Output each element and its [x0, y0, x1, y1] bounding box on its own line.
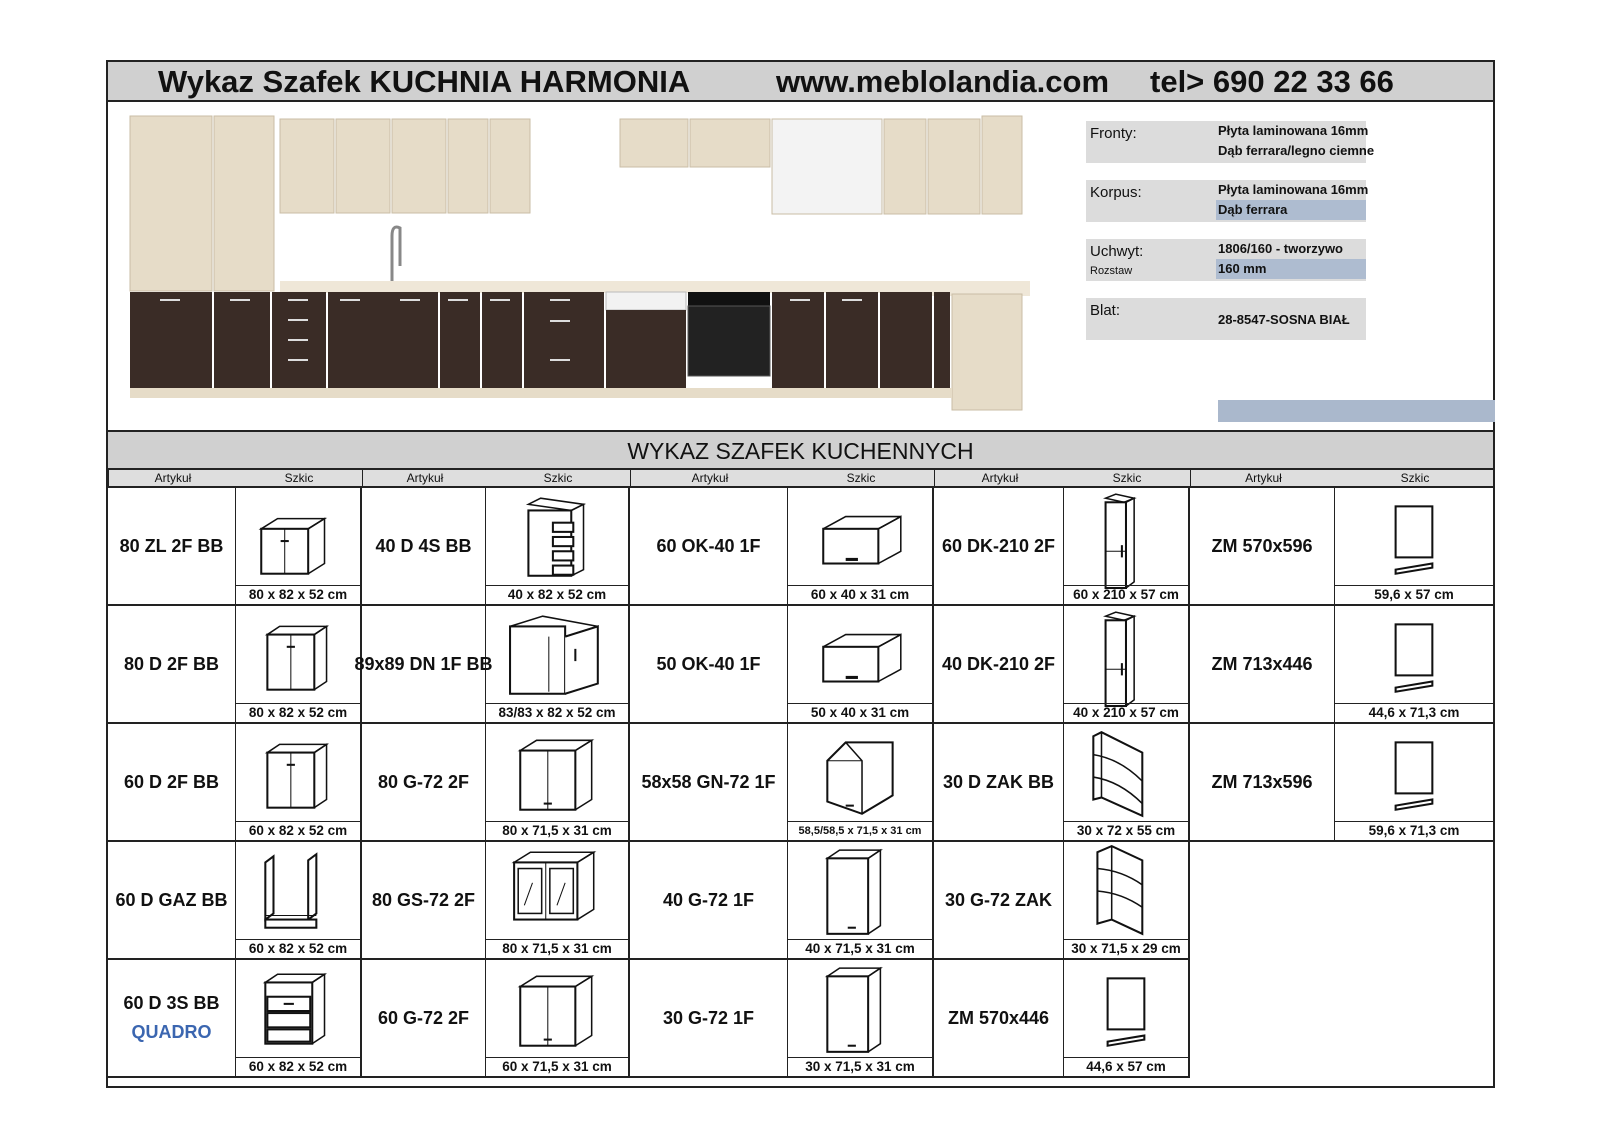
wall-2-door-icon — [486, 960, 630, 1060]
cabinet-dimensions: 40 x 82 x 52 cm — [486, 585, 628, 604]
cabinet-sketch — [1335, 724, 1495, 842]
article-code-text: 30 G-72 1F — [662, 1007, 755, 1028]
cabinet-sketch — [1064, 606, 1190, 724]
article-code-text: 60 DK-210 2F — [941, 535, 1056, 556]
article-code-text: 40 G-72 1F — [662, 889, 755, 910]
article-code-text: 50 OK-40 1F — [656, 653, 761, 674]
column-header-sketch: Szkic — [1112, 471, 1142, 485]
tall-fridge-cabinet-icon — [1064, 606, 1190, 706]
cabinet-sketch — [1335, 606, 1495, 724]
cabinet-sketch — [1064, 842, 1190, 960]
cabinet-dimensions: 60 x 210 x 57 cm — [1064, 585, 1188, 604]
column-header-article: Artykuł — [630, 470, 789, 486]
hood-cabinet-flap-icon — [788, 606, 934, 706]
article-code-text: 30 D ZAK BB — [942, 771, 1054, 792]
spec-value-spacing: 160 mm — [1216, 259, 1366, 279]
column-header-article: Artykuł — [108, 470, 237, 486]
wall-1-door-icon — [788, 842, 934, 942]
cabinet-dimensions: 59,6 x 71,3 cm — [1335, 821, 1493, 840]
article-code — [630, 724, 788, 842]
corner-base-cabinet-icon — [486, 606, 630, 706]
article-code-text: 30 G-72 ZAK — [944, 889, 1053, 910]
cabinet-dimensions: 30 x 71,5 x 29 cm — [1064, 939, 1188, 958]
article-code — [934, 606, 1064, 724]
hero-section — [108, 102, 1493, 430]
cabinet-dimensions: 80 x 82 x 52 cm — [236, 703, 360, 722]
cabinet-sketch — [486, 488, 630, 606]
cabinet-dimensions: 58,5/58,5 x 71,5 x 31 cm — [788, 821, 932, 840]
spec-handle — [1086, 239, 1366, 281]
article-code-text: 80 GS-72 2F — [371, 889, 476, 910]
cabinet-sketch — [236, 488, 362, 606]
cabinet-dimensions: 80 x 71,5 x 31 cm — [486, 821, 628, 840]
spec-sublabel: Rozstaw — [1090, 265, 1133, 277]
dishwasher-front-panel-icon — [1064, 960, 1190, 1060]
cabinet-dimensions: 60 x 82 x 52 cm — [236, 939, 360, 958]
cabinet-dimensions: 30 x 71,5 x 31 cm — [788, 1057, 932, 1076]
article-code — [362, 488, 486, 606]
cabinet-sketch — [236, 842, 362, 960]
spec-body — [1086, 180, 1369, 222]
article-code-text: 80 ZL 2F BB — [119, 535, 224, 556]
cabinet-sketch — [788, 606, 934, 724]
cabinet-dimensions: 60 x 82 x 52 cm — [236, 1057, 360, 1076]
cabinet-sketch — [1064, 960, 1190, 1078]
cabinet-dimensions: 44,6 x 71,3 cm — [1335, 703, 1493, 722]
document-title: Wykaz Szafek KUCHNIA HARMONIA — [158, 64, 691, 99]
article-code — [1190, 724, 1335, 842]
cabinet-list-sheet — [106, 60, 1495, 1088]
article-code — [362, 724, 486, 842]
base-3-drawer-icon — [236, 960, 362, 1060]
article-code-text: 80 D 2F BB — [123, 653, 220, 674]
article-code — [108, 960, 236, 1078]
base-4-drawer-icon — [486, 488, 630, 588]
article-code — [630, 488, 788, 606]
article-code — [1190, 488, 1335, 606]
article-code-text: 80 G-72 2F — [377, 771, 470, 792]
wall-2-door-icon — [486, 724, 630, 824]
cabinet-dimensions: 44,6 x 57 cm — [1064, 1057, 1188, 1076]
spec-label: Blat: — [1090, 302, 1121, 319]
cabinet-dimensions: 59,6 x 57 cm — [1335, 585, 1493, 604]
dishwasher-front-panel-icon — [1335, 724, 1495, 824]
cabinet-dimensions: 80 x 82 x 52 cm — [236, 585, 360, 604]
article-code — [630, 606, 788, 724]
sink-base-2-door-icon — [236, 488, 362, 588]
tall-fridge-cabinet-icon — [1064, 488, 1190, 588]
article-code-text: 58x58 GN-72 1F — [641, 771, 776, 792]
cabinet-dimensions: 50 x 40 x 31 cm — [788, 703, 932, 722]
cabinet-dimensions: 40 x 71,5 x 31 cm — [788, 939, 932, 958]
cabinet-sketch — [486, 960, 630, 1078]
cabinet-sketch — [486, 606, 630, 724]
phone-number: tel> 690 22 33 66 — [1150, 64, 1394, 99]
column-headers — [108, 470, 1493, 488]
cabinet-dimensions: 60 x 40 x 31 cm — [788, 585, 932, 604]
article-code — [108, 842, 236, 960]
cabinet-dimensions: 30 x 72 x 55 cm — [1064, 821, 1188, 840]
highlight-strip — [1218, 400, 1495, 422]
wall-1-door-icon — [788, 960, 934, 1060]
cabinet-dimensions: 80 x 71,5 x 31 cm — [486, 939, 628, 958]
column-header-sketch: Szkic — [846, 471, 876, 485]
article-code — [362, 960, 486, 1078]
cabinet-dimensions: 40 x 210 x 57 cm — [1064, 703, 1188, 722]
article-code-text: ZM 713x446 — [1211, 653, 1313, 674]
kitchen-render-image — [130, 116, 1065, 422]
article-code — [630, 842, 788, 960]
article-code — [362, 842, 486, 960]
base-2-door-icon — [236, 724, 362, 824]
article-code-text: 60 D GAZ BB — [115, 889, 228, 910]
article-code-text: ZM 570x596 — [1211, 535, 1313, 556]
article-code-text: 60 D 2F BB — [123, 771, 220, 792]
spec-countertop — [1086, 298, 1366, 340]
cabinet-dimensions: 60 x 71,5 x 31 cm — [486, 1057, 628, 1076]
cabinet-sketch — [236, 960, 362, 1078]
article-code — [934, 724, 1064, 842]
cabinet-dimensions: 60 x 82 x 52 cm — [236, 821, 360, 840]
spec-fronts — [1086, 121, 1375, 163]
glass-wall-cabinet-icon — [486, 842, 630, 942]
spec-value-countertop: 28-8547-SOSNA BIAŁ — [1218, 312, 1350, 327]
base-2-door-icon — [236, 606, 362, 706]
article-code-text: 40 D 4S BB — [375, 535, 472, 556]
article-code-text: 60 G-72 2F — [377, 1007, 470, 1028]
article-code-text: 40 DK-210 2F — [941, 653, 1056, 674]
dishwasher-front-panel-icon — [1335, 488, 1495, 588]
column-header-sketch: Szkic — [1400, 471, 1430, 485]
column-header-article: Artykuł — [362, 470, 487, 486]
spec-value-color: Dąb ferrara/legno ciemne — [1218, 143, 1375, 158]
cabinet-sketch — [236, 724, 362, 842]
article-code — [934, 488, 1064, 606]
article-code-text: 89x89 DN 1F BB — [354, 653, 493, 674]
article-code — [934, 842, 1064, 960]
cabinet-sketch — [236, 606, 362, 724]
title-bar — [108, 62, 1493, 102]
cabinet-dimensions: 83/83 x 82 x 52 cm — [486, 703, 628, 722]
cabinet-sketch — [1064, 724, 1190, 842]
spec-label: Fronty: — [1090, 125, 1137, 142]
article-code — [934, 960, 1064, 1078]
spec-label: Korpus: — [1090, 184, 1142, 201]
article-code-text: ZM 570x446 — [947, 1007, 1050, 1028]
dishwasher-front-panel-icon — [1335, 606, 1495, 706]
cabinet-sketch — [1335, 488, 1495, 606]
article-series-label: QUADRO — [131, 1022, 212, 1042]
article-code — [108, 606, 236, 724]
end-wall-shelf-icon — [1064, 842, 1190, 942]
cabinet-sketch — [1064, 488, 1190, 606]
article-code — [108, 488, 236, 606]
column-header-sketch: Szkic — [543, 471, 573, 485]
article-code — [108, 724, 236, 842]
cabinet-sketch — [788, 960, 934, 1078]
corner-wall-cabinet-icon — [788, 724, 934, 824]
cabinet-sketch — [788, 488, 934, 606]
column-header-article: Artykuł — [934, 470, 1065, 486]
column-header-article: Artykuł — [1190, 470, 1336, 486]
hood-cabinet-flap-icon — [788, 488, 934, 588]
spec-value-material: Płyta laminowana 16mm — [1218, 182, 1369, 197]
spec-value-color: Dąb ferrara — [1216, 200, 1366, 220]
article-code — [630, 960, 788, 1078]
article-code — [354, 606, 493, 724]
website-link[interactable]: www.meblolandia.com — [776, 64, 1110, 99]
spec-value-model: 1806/160 - tworzywo — [1218, 241, 1343, 256]
article-code — [1190, 606, 1335, 724]
article-code-text: ZM 713x596 — [1211, 771, 1313, 792]
article-code-text: 60 OK-40 1F — [656, 535, 761, 556]
cabinet-sketch — [788, 842, 934, 960]
spec-value-material: Płyta laminowana 16mm — [1218, 123, 1369, 138]
end-base-shelf-icon — [1064, 724, 1190, 824]
article-code-text: 60 D 3S BB — [123, 993, 220, 1013]
cabinet-grid — [108, 488, 1493, 1086]
cabinet-sketch — [788, 724, 934, 842]
cabinet-sketch — [486, 724, 630, 842]
cabinet-sketch — [486, 842, 630, 960]
list-title: WYKAZ SZAFEK KUCHENNYCH — [108, 430, 1493, 470]
column-header-sketch: Szkic — [284, 471, 314, 485]
spec-label: Uchwyt: — [1090, 243, 1144, 260]
oven-base-cabinet-icon — [236, 842, 362, 942]
